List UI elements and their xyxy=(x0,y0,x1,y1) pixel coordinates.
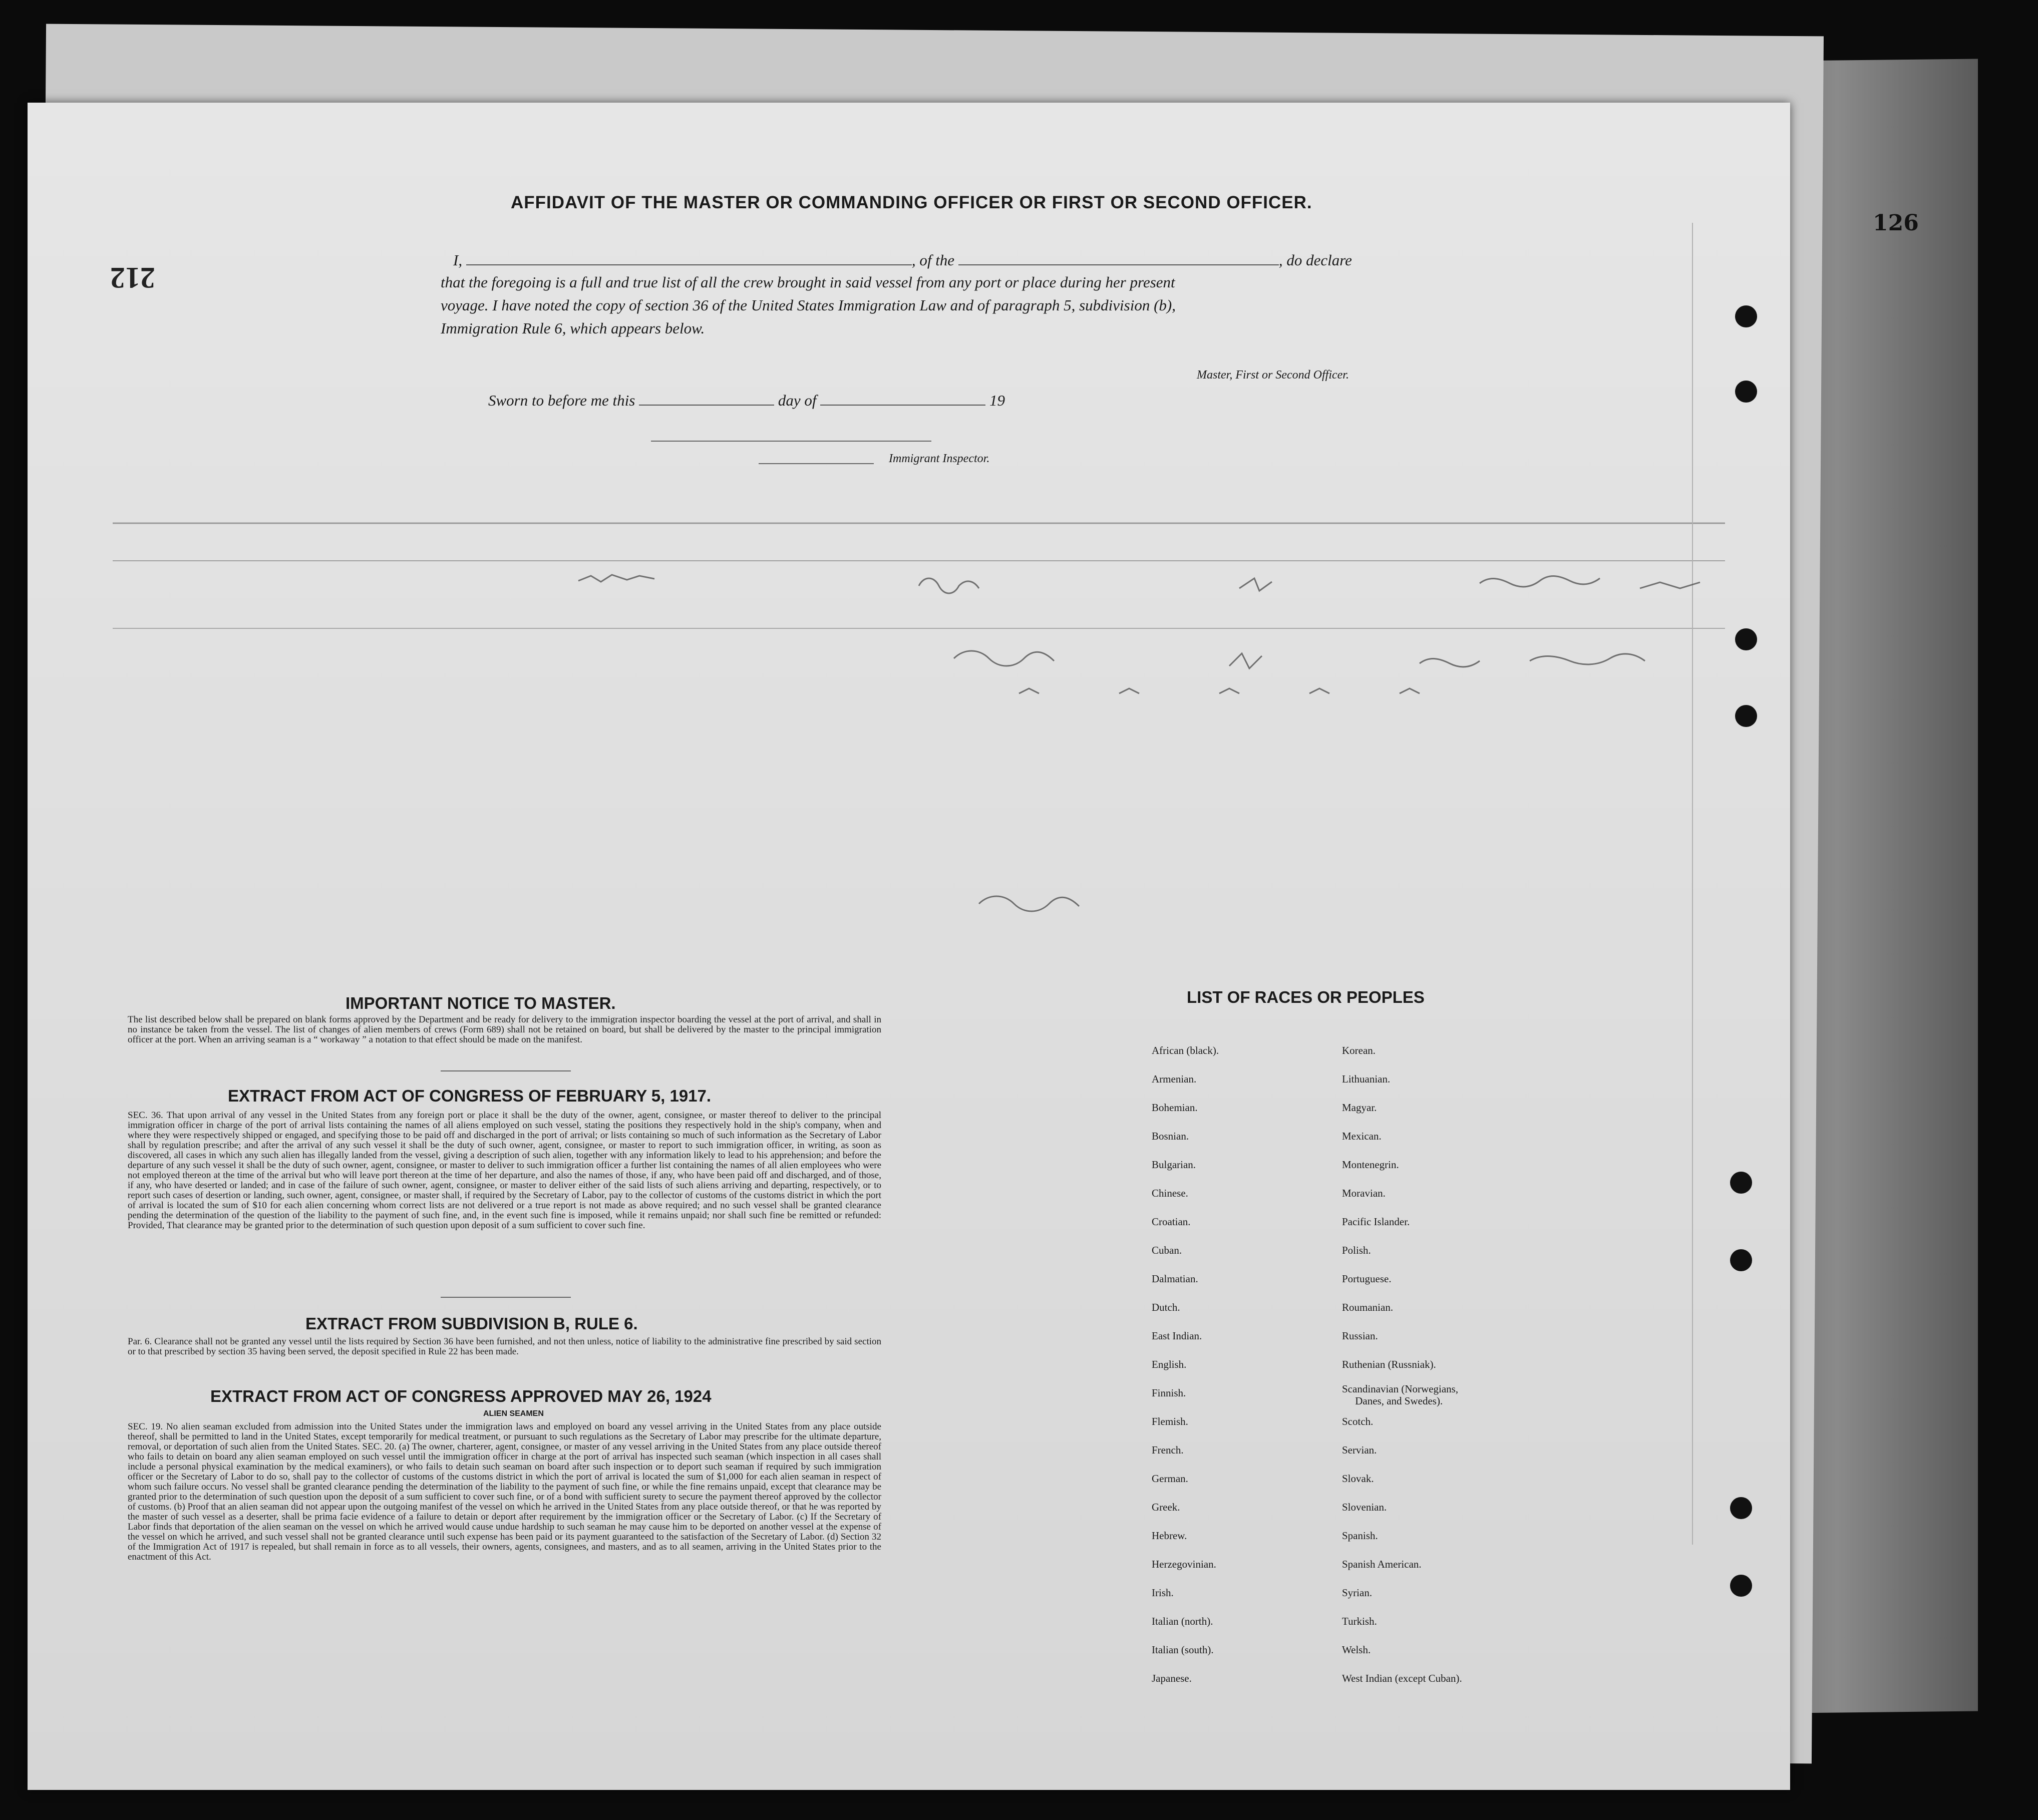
act-1917-divider xyxy=(441,1297,571,1298)
affidavit-declare: , do declare xyxy=(1278,251,1352,269)
races-right-column xyxy=(1342,1036,1462,1693)
notice-divider xyxy=(441,1070,571,1071)
notice-title: IMPORTANT NOTICE TO MASTER. xyxy=(346,994,616,1012)
act-1917-title: EXTRACT FROM ACT OF CONGRESS OF FEBRUARY 5, 1917. xyxy=(228,1086,712,1105)
affidavit-line-2: that the foregoing is a full and true list of all the crew brought in said vessel from any port or place during her present xyxy=(441,273,1175,291)
race-item: German. xyxy=(1152,1473,1188,1485)
sworn-text: Sworn to before me this xyxy=(488,392,635,409)
race-item: Roumanian. xyxy=(1342,1301,1394,1313)
race-item: Lithuanian. xyxy=(1342,1073,1391,1085)
page-number: 126 xyxy=(1873,210,1919,236)
binder-hole-6 xyxy=(1730,1249,1752,1271)
race-item: Servian. xyxy=(1342,1444,1377,1456)
race-item: Dalmatian. xyxy=(1152,1273,1198,1285)
sworn-month-blank xyxy=(820,391,985,406)
inspector-label-line xyxy=(759,463,874,464)
race-item: Spanish. xyxy=(1342,1530,1378,1542)
vessel-blank xyxy=(958,250,1279,265)
binder-hole-5 xyxy=(1730,1172,1752,1194)
handwritten-crew-entries xyxy=(578,575,1700,911)
race-item: Bosnian. xyxy=(1152,1130,1189,1142)
binder-hole-2 xyxy=(1735,381,1757,403)
rule-6-title: EXTRACT FROM SUBDIVISION B, RULE 6. xyxy=(305,1314,638,1333)
binder-hole-8 xyxy=(1730,1575,1752,1597)
affidavit-title: AFFIDAVIT OF THE MASTER OR COMMANDING OFFICER OR FIRST OR SECOND OFFICER. xyxy=(511,193,1312,212)
race-item: Polish. xyxy=(1342,1244,1371,1256)
race-item: Moravian. xyxy=(1342,1187,1386,1199)
race-item: Scandinavian (Norwegians, Danes, and Swedes). xyxy=(1342,1383,1459,1407)
race-item: Montenegrin. xyxy=(1342,1159,1399,1171)
race-item: Japanese. xyxy=(1152,1672,1192,1684)
race-item: Irish. xyxy=(1152,1587,1174,1599)
rule-6-text: Par. 6. Clearance shall not be granted any vessel until the lists required by Section 36 have been furnished, and not then unless, notice of liability to the administrative fine prescribed by said section or to that prescribed by section 35 having been served, the deposit specified in Rule 22 has been made. xyxy=(128,1336,881,1357)
race-item: Armenian. xyxy=(1152,1073,1197,1085)
race-item: Russian. xyxy=(1342,1330,1378,1342)
race-item: Mexican. xyxy=(1342,1130,1382,1142)
race-item: Pacific Islander. xyxy=(1342,1216,1410,1228)
binder-hole-4 xyxy=(1735,705,1757,727)
race-item: African (black). xyxy=(1152,1044,1219,1056)
binder-hole-3 xyxy=(1735,628,1757,650)
race-item: West Indian (except Cuban). xyxy=(1342,1672,1462,1684)
race-item: Bohemian. xyxy=(1152,1102,1198,1114)
affidavit-i: I, xyxy=(453,251,463,269)
races-list-title: LIST OF RACES OR PEOPLES xyxy=(1187,988,1425,1006)
affidavit-line-3: voyage. I have noted the copy of section 36 of the United States Immigration Law and of paragraph 5, subdivision (b), xyxy=(441,296,1176,314)
race-item: East Indian. xyxy=(1152,1330,1202,1342)
binder-hole-7 xyxy=(1730,1497,1752,1519)
stamped-number: 212 xyxy=(110,261,155,294)
sworn-line xyxy=(488,391,1005,410)
inspector-label: Immigrant Inspector. xyxy=(889,452,990,465)
race-item: Scotch. xyxy=(1342,1415,1374,1427)
name-blank xyxy=(466,250,912,265)
race-item: Dutch. xyxy=(1152,1301,1180,1313)
act-1924-title: EXTRACT FROM ACT OF CONGRESS APPROVED MAY 26, 1924 xyxy=(210,1387,712,1405)
race-item: Magyar. xyxy=(1342,1102,1377,1114)
race-item: Herzegovinian. xyxy=(1152,1558,1216,1570)
race-item: Italian (south). xyxy=(1152,1644,1214,1656)
year-prefix: 19 xyxy=(989,392,1005,409)
race-item: Syrian. xyxy=(1342,1587,1373,1599)
act-1924-text: SEC. 19. No alien seaman excluded from admission into the United States under the immigration laws and employed on board any vessel arriving in the United States from any place outside thereof, shall be permitted to land in the United States, except temporarily for medical treatment, or pursuant to such regulations as the Secretary of Labor may prescribe for the ultimate departure, removal, or deportation of such alien from the United States. SEC. 20. (a) The owner, charterer, agent, consignee, or master of any vessel arriving in the United States from any place outside thereof who fails to detain on board any alien seaman employed on such vessel until the immigration officer in charge at the port of arrival has inspected such seaman (which inspection in all cases shall include a personal physical examination by the medical examiners), or who fails to detain such seaman on board after such inspection or to deport such seaman if required by such immigration officer or the Secretary of Labor to do so, shall pay to the collector of customs of the customs district in which the port of arrival is located the sum of $1,000 for each alien seaman in respect of whom such failure occurs. No vessel shall be granted clearance pending the determination of the liability to the payment of such fine, or while the fine remains unpaid, except that clearance may be granted prior to the determination of such question upon the deposit of a sum sufficient to cover such fine, or of a bond with sufficient surety to secure the payment thereof approved by the collector of customs. (b) Proof that an alien seaman did not appear upon the outgoing manifest of the vessel on which he arrived in the United States from any place outside thereof, or that he was reported by the master of such vessel as a deserter, shall be prima facie evidence of a failure to detain or deport after requirement by the immigration officer or the Secretary of Labor. (c) If the Secretary of Labor finds that deportation of the alien seaman on the vessel on which he arrived would cause undue hardship to such seaman he may cause him to be deported on another vessel at the expense of the vessel on which he arrived, and such vessel shall not be granted clearance until such expense has been paid or its payment guaranteed to the satisfaction of the Secretary of Labor. (d) Section 32 of the Immigration Act of 1917 is repealed, but shall remain in force as to all vessels, their owners, agents, consignees, and masters, and as to all seamen, arriving in the United States prior to the enactment of this Act. xyxy=(128,1421,881,1562)
race-item: Slovenian. xyxy=(1342,1501,1387,1513)
master-signature-label: Master, First or Second Officer. xyxy=(1197,369,1349,382)
race-item: Hebrew. xyxy=(1152,1530,1187,1542)
affidavit-of-the: , of the xyxy=(911,251,955,269)
race-item: Portuguese. xyxy=(1342,1273,1392,1285)
race-item: Slovak. xyxy=(1342,1473,1374,1485)
race-item: Turkish. xyxy=(1342,1615,1377,1627)
inspector-signature-line xyxy=(651,441,931,442)
race-item: Finnish. xyxy=(1152,1387,1186,1399)
race-item: Bulgarian. xyxy=(1152,1159,1196,1171)
race-item: Cuban. xyxy=(1152,1244,1182,1256)
race-item: French. xyxy=(1152,1444,1184,1456)
race-item: Greek. xyxy=(1152,1501,1180,1513)
race-item: Spanish American. xyxy=(1342,1558,1422,1570)
race-item: Croatian. xyxy=(1152,1216,1191,1228)
race-item: Flemish. xyxy=(1152,1415,1188,1427)
race-item: Ruthenian (Russniak). xyxy=(1342,1358,1436,1370)
sworn-day-blank xyxy=(639,391,774,406)
day-of-text: day of xyxy=(778,392,817,409)
race-item: Italian (north). xyxy=(1152,1615,1213,1627)
binder-hole-1 xyxy=(1735,305,1757,327)
act-1917-text: SEC. 36. That upon arrival of any vessel in the United States from any foreign port or place it shall be the duty of the owner, agent, consignee, or master thereof to deliver to the principal immigration officer in charge of the port of arrival lists containing the names of all aliens employed on such vessel, stating the positions they respectively hold in the ship's company, when and where they were respectively shipped or engaged, and specifying those to be paid off and discharged in the port of arrival; or lists containing so much of such information as the Secretary of Labor shall by regulation prescribe; and after the arrival of any such vessel it shall be the duty of such owner, agent, consignee, or master to report to such immigration officer, in writing, as soon as discovered, all cases in which any such alien has illegally landed from the vessel, giving a description of such alien, together with any information likely to lead to his apprehension; and before the departure of any such vessel it shall be the duty of such owner, agent, consignee, or master to deliver to such immigration officer a further list containing the names of all alien employees who were not employed thereon at the time of the arrival but who will leave port thereon at the time of her departure, and also the names of those, if any, who have been paid off and discharged, and of those, if any, who have deserted or landed; and in case of the failure of such owner, agent, consignee, or master to deliver either of the said lists of such aliens arriving and departing, respectively, or to report such cases of desertion or landing, such owner, agent, consignee, or master shall, if required by the Secretary of Labor, pay to the collector of customs of the customs district in which the port of arrival is located the sum of $10 for each alien concerning whom correct lists are not delivered or a true report is not made as above required; and no such vessel shall be granted clearance pending the determination of the question of the liability to the payment of such fine, and, in the event such fine is imposed, while it remains unpaid; nor shall such fine be remitted or refunded: Provided, That clearance may be granted prior to the determination of such question upon deposit of a sum sufficient to cover such fine. xyxy=(128,1110,881,1231)
affidavit-line-4: Immigration Rule 6, which appears below. xyxy=(441,319,705,337)
act-1924-subtitle: ALIEN SEAMEN xyxy=(483,1409,544,1418)
race-item: Welsh. xyxy=(1342,1644,1371,1656)
notice-text: The list described below shall be prepared on blank forms approved by the Department and be ready for delivery to the immigration inspector boarding the vessel at the port of arrival, and shall in no instance be taken from the vessel. The list of changes of alien members of crews (Form 689) shall not be retained on board, but shall be delivered by the master to the principal immigration officer at the port. When an arriving seaman is a “ workaway ” a notation to that effect should be made on the manifest. xyxy=(128,1014,881,1045)
races-left-column xyxy=(1152,1036,1219,1693)
race-item: Korean. xyxy=(1342,1044,1376,1056)
affidavit-declaration-line xyxy=(453,250,1352,269)
race-item: English. xyxy=(1152,1358,1187,1370)
race-item: Chinese. xyxy=(1152,1187,1188,1199)
